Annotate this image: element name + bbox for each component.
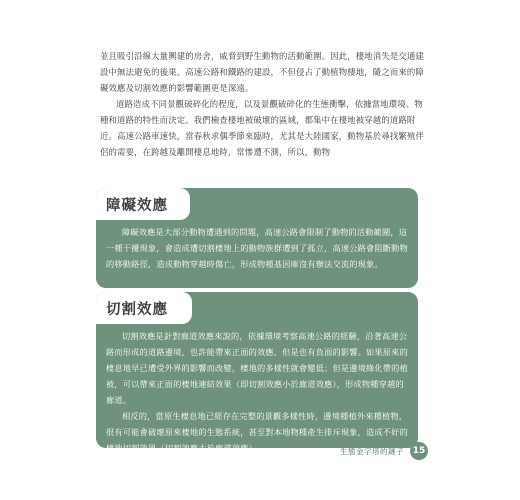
body-paragraph-2: 道路造成不同景觀破碎化的程度，以及景觀破碎化的生態衝擊，依據當地環境、物種和道路的特性而決定。我們檢查棲地被破壞的區域，都集中在棲地被穿越的道路附近。高速公路車速快，當春秋求偶季節來臨時，尤其是大陸國家，動物基於尋找繁殖伴侶的需要，在跨越及離開棲息地時，常慘遭不測，所以，動物 — [100, 99, 424, 157]
body-paragraph-1: 並且吸引沿線大量興建的房舍，威脅到野生動物的活動範圍。因此，棲地消失是交通建設中無法避免的後果。高速公路和鐵路的建設，不但侵占了動植物棲地，隨之而來的障礙效應及切割效應的影響範圍更是深遠。 — [100, 51, 424, 93]
cutting-effect-body — [106, 328, 408, 456]
barrier-effect-paragraph: 障礙效應是大部分動物遭遇到的問題，高速公路會限制了動物的活動範圍，這一種干擾現象，會造成遭切割棲地上的動物族群遭到了孤立，高速公路會阻斷動物的移動路徑，造成動物穿越時傷亡，形成物種基因庫沒有辦法交流的現象。 — [106, 227, 408, 269]
barrier-effect-box — [96, 188, 418, 288]
barrier-effect-header — [96, 188, 190, 220]
barrier-effect-title: 障礙效應 — [106, 197, 168, 214]
cutting-effect-paragraph-1: 切割效應是針對廊道效應來說的，依據環境考察高速公路的經驗，沿著高速公路而形成的道路邊境，也許能帶來正面的效應，但是也有負面的影響。如果原來的棲息地早已遭受外界的影響而改變，棲地的多樣性就會變低；但是邊境綠化帶的植被，可以帶來正面的棲地連結效果（即切割效應小於廊道效應），形成物種穿越的廊道。 — [106, 331, 408, 405]
body-text — [100, 48, 424, 160]
footer-label: 生態金字塔的鏈子 — [340, 446, 404, 456]
page-footer — [340, 442, 428, 460]
cutting-effect-title: 切割效應 — [106, 301, 168, 318]
cutting-effect-header — [96, 292, 192, 324]
cutting-effect-paragraph-2: 相反的，當原生棲息地已經存在完整的景觀多樣性時，邊境種植外來種植物，很有可能會破壞原來棲地的生態系統，甚至對本地物種產生排斥現象，造成不好的棲地切割效果（切割效應大於廊道效應）。 — [106, 411, 408, 453]
barrier-effect-body — [106, 224, 408, 272]
page-number: 15 — [410, 442, 428, 460]
